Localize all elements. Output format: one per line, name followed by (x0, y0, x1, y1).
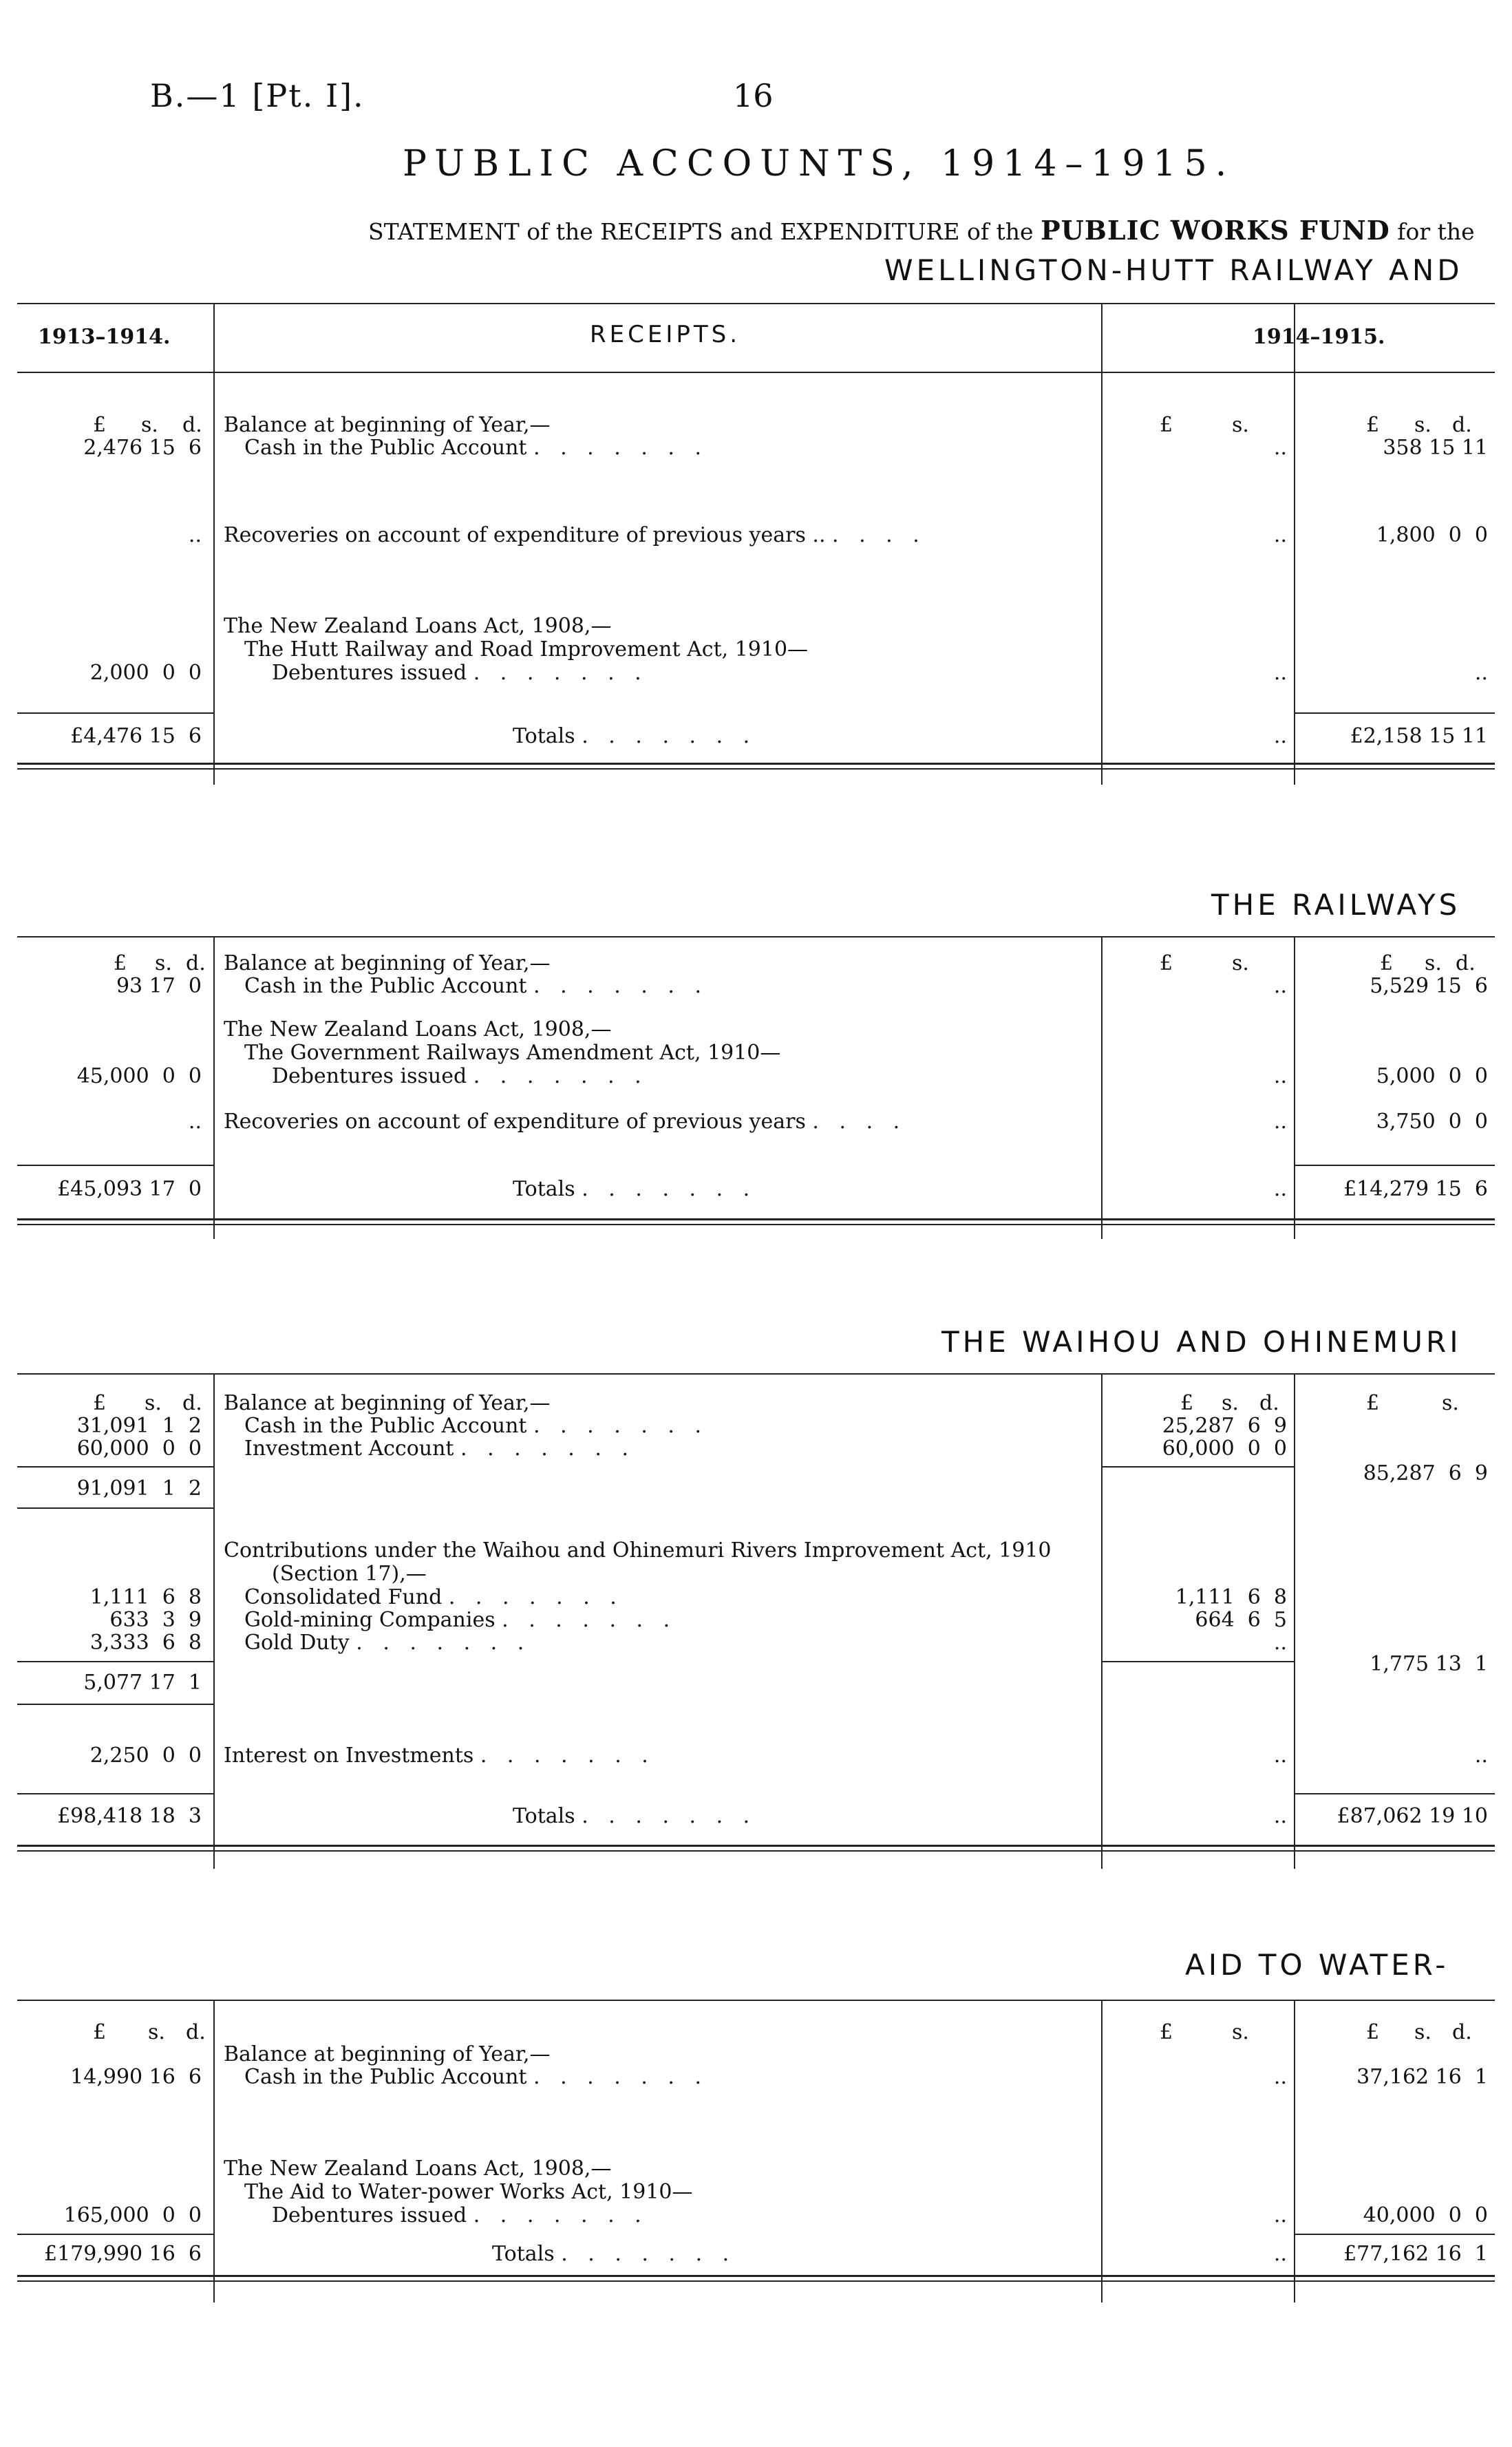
cur-subtotal: 1,775 13 1 (1370, 1652, 1488, 1676)
pence-sign: d. (1452, 2020, 1472, 2044)
table-row (17, 523, 1495, 548)
prev-amount: 45,000 0 0 (76, 1064, 202, 1088)
page-number: 16 (733, 77, 774, 114)
desc-line: Cash in the Public Account . . . . . . . (244, 2065, 709, 2089)
desc-line: Balance at beginning of Year,— (224, 413, 551, 437)
table-row (17, 1414, 1495, 1439)
prev-amount: 633 3 9 (109, 1608, 202, 1632)
prev-amount: .. (188, 1110, 202, 1134)
prev-total: £179,990 16 6 (43, 2242, 202, 2266)
desc-line: The New Zealand Loans Act, 1908,— (224, 614, 612, 638)
prev-subtotal: 5,077 17 1 (83, 1671, 202, 1695)
prev-amount: 1,111 6 8 (89, 1585, 202, 1609)
pence-sign: d. (1456, 951, 1476, 975)
cur-amount: 5,000 0 0 (1376, 1064, 1488, 1088)
table-row (17, 1437, 1495, 1461)
desc-line: Consolidated Fund . . . . . . . (244, 1585, 624, 1609)
totals-row (17, 2242, 1495, 2267)
pound-sign: £ (1180, 1391, 1194, 1415)
desc-line: Cash in the Public Account . . . . . . . (244, 436, 709, 460)
section-heading-water: AID TO WATER- (1185, 1948, 1449, 1982)
table-row (17, 1110, 1495, 1134)
pence-sign: d. (182, 413, 202, 437)
section-waihou-table (17, 1373, 1495, 1869)
desc-line: Balance at beginning of Year,— (224, 951, 551, 975)
section-heading-hutt: WELLINGTON-HUTT RAILWAY AND (884, 253, 1463, 287)
shilling-sign: s. (1414, 413, 1431, 437)
mid-amount: .. (1273, 523, 1287, 547)
mid-total: .. (1273, 2242, 1287, 2266)
desc-line: Recoveries on account of expenditure of previous years . . . . (224, 1110, 907, 1134)
mid-amount: 664 6 5 (1195, 1608, 1287, 1632)
prev-amount: 2,476 15 6 (83, 436, 202, 460)
cur-amount: 3,750 0 0 (1376, 1110, 1488, 1134)
desc-line: Cash in the Public Account . . . . . . . (244, 974, 709, 998)
pound-sign: £ (93, 1391, 107, 1415)
pound-sign: £ (1366, 1391, 1380, 1415)
cur-amount: 5,529 15 6 (1370, 974, 1488, 998)
desc-line: Interest on Investments . . . . . . . (224, 1744, 655, 1768)
pence-sign: d. (186, 951, 206, 975)
totals-label: Totals . . . . . . . (513, 1177, 757, 1201)
desc-line: The Hutt Railway and Road Improvement Act, 1910— (244, 637, 809, 661)
table-row (17, 661, 1495, 686)
desc-line: Balance at beginning of Year,— (224, 2042, 551, 2066)
section-heading-waihou: THE WAIHOU AND OHINEMURI (941, 1325, 1462, 1359)
page-reference: B.—1 [Pt. I]. (150, 77, 365, 114)
desc-line: The Government Railways Amendment Act, 1910— (244, 1041, 781, 1065)
pence-sign: d. (182, 1391, 202, 1415)
mid-amount: .. (1273, 1064, 1287, 1088)
mid-amount: 1,111 6 8 (1175, 1585, 1287, 1609)
mid-amount: .. (1273, 1110, 1287, 1134)
table-row (17, 436, 1495, 460)
statement-pre: STATEMENT of the RECEIPTS and EXPENDITURE of the (368, 218, 1034, 245)
prev-amount: .. (188, 523, 202, 547)
cur-amount: 37,162 16 1 (1356, 2065, 1488, 2089)
pence-sign: d. (1259, 1391, 1279, 1415)
header-prev-year: 1913–1914. (38, 325, 171, 349)
cur-amount: 1,800 0 0 (1376, 523, 1488, 547)
table-row (17, 1652, 1495, 1677)
mid-amount: .. (1273, 436, 1287, 460)
currency-row (17, 2020, 1495, 2045)
totals-label: Totals . . . . . . . (513, 1804, 757, 1828)
table-row (17, 1064, 1495, 1089)
desc-line: Balance at beginning of Year,— (224, 1391, 551, 1415)
shilling-sign: s. (1425, 951, 1442, 975)
table-row (17, 2065, 1495, 2090)
shilling-sign: s. (148, 2020, 165, 2044)
totals-row (17, 724, 1495, 749)
statement-post: for the (1397, 218, 1475, 245)
pound-sign: £ (1160, 2020, 1173, 2044)
desc-line: The New Zealand Loans Act, 1908,— (224, 1017, 612, 1041)
mid-amount: 25,287 6 9 (1162, 1414, 1287, 1438)
prev-amount: 2,250 0 0 (89, 1744, 202, 1768)
prev-total: £4,476 15 6 (70, 724, 202, 748)
mid-amount: .. (1273, 1744, 1287, 1768)
prev-total: £45,093 17 0 (57, 1177, 202, 1201)
pound-sign: £ (114, 951, 127, 975)
pound-sign: £ (1380, 951, 1394, 975)
mid-amount: .. (1273, 974, 1287, 998)
cur-amount: 40,000 0 0 (1363, 2203, 1488, 2227)
shilling-sign: s. (1232, 413, 1249, 437)
pound-sign: £ (1366, 413, 1380, 437)
desc-line: Contributions under the Waihou and Ohinemuri Rivers Improvement Act, 1910 (224, 1538, 1052, 1563)
statement-fund: PUBLIC WORKS FUND (1041, 215, 1390, 246)
shilling-sign: s. (145, 1391, 162, 1415)
shilling-sign: s. (141, 413, 158, 437)
prev-amount: 2,000 0 0 (89, 661, 202, 685)
pound-sign: £ (1366, 2020, 1380, 2044)
table-row (17, 974, 1495, 999)
totals-label: Totals . . . . . . . (492, 2242, 736, 2266)
mid-total: .. (1273, 724, 1287, 748)
totals-label: Totals . . . . . . . (513, 724, 757, 748)
cur-subtotal: 85,287 6 9 (1363, 1461, 1488, 1485)
totals-row (17, 1177, 1495, 1202)
table-row (17, 1461, 1495, 1486)
shilling-sign: s. (155, 951, 172, 975)
desc-line: The New Zealand Loans Act, 1908,— (224, 2157, 612, 2181)
desc-line: Debentures issued . . . . . . . (272, 1064, 648, 1088)
cur-total: £87,062 19 10 (1337, 1804, 1488, 1828)
desc-line: Investment Account . . . . . . . (244, 1437, 635, 1461)
prev-amount: 14,990 16 6 (70, 2065, 202, 2089)
mid-total: .. (1273, 1804, 1287, 1828)
pence-sign: d. (186, 2020, 206, 2044)
pound-sign: £ (1160, 951, 1173, 975)
totals-row (17, 1804, 1495, 1829)
mid-amount: 60,000 0 0 (1162, 1437, 1287, 1461)
shilling-sign: s. (1232, 951, 1249, 975)
shilling-sign: s. (1232, 2020, 1249, 2044)
header-receipts: RECEIPTS. (590, 321, 741, 348)
cur-total: £77,162 16 1 (1343, 2242, 1488, 2266)
pound-sign: £ (1160, 413, 1173, 437)
mid-amount: .. (1273, 2203, 1287, 2227)
statement-heading (368, 215, 1475, 246)
mid-amount: .. (1273, 2065, 1287, 2089)
table-row (17, 1744, 1495, 1768)
mid-amount: .. (1273, 1631, 1287, 1655)
prev-subtotal: 91,091 1 2 (76, 1476, 202, 1501)
desc-line: Recoveries on account of expenditure of previous years .. . . . . (224, 523, 926, 547)
cur-amount: .. (1474, 1744, 1488, 1768)
shilling-sign: s. (1414, 2020, 1431, 2044)
pound-sign: £ (93, 413, 107, 437)
prev-amount: 93 17 0 (116, 974, 202, 998)
prev-total: £98,418 18 3 (57, 1804, 202, 1828)
section-hutt-table (17, 303, 1495, 785)
mid-amount: .. (1273, 661, 1287, 685)
section-heading-railways: THE RAILWAYS (1211, 888, 1461, 922)
section-water-table (17, 2000, 1495, 2302)
prev-amount: 31,091 1 2 (76, 1414, 202, 1438)
cur-total: £14,279 15 6 (1343, 1177, 1488, 1201)
cur-amount: .. (1474, 661, 1488, 685)
prev-amount: 165,000 0 0 (63, 2203, 202, 2227)
desc-line: The Aid to Water-power Works Act, 1910— (244, 2180, 693, 2204)
prev-amount: 60,000 0 0 (76, 1437, 202, 1461)
desc-line: Debentures issued . . . . . . . (272, 2203, 648, 2227)
page-title: PUBLIC ACCOUNTS, 1914–1915. (403, 143, 1235, 184)
pound-sign: £ (93, 2020, 107, 2044)
pence-sign: s. (1442, 1391, 1459, 1415)
prev-amount: 3,333 6 8 (89, 1631, 202, 1655)
table-row (17, 1608, 1495, 1633)
desc-line: Debentures issued . . . . . . . (272, 661, 648, 685)
mid-total: .. (1273, 1177, 1287, 1201)
table-row (17, 2203, 1495, 2228)
header-cur-year: 1914–1915. (1253, 325, 1385, 349)
desc-line: (Section 17),— (272, 1562, 427, 1586)
pence-sign: d. (1452, 413, 1472, 437)
cur-total: £2,158 15 11 (1350, 724, 1488, 748)
shilling-sign: s. (1222, 1391, 1239, 1415)
table-row (17, 1585, 1495, 1610)
cur-amount: 358 15 11 (1383, 436, 1488, 460)
desc-line: Gold-mining Companies . . . . . . . (244, 1608, 677, 1632)
desc-line: Cash in the Public Account . . . . . . . (244, 1414, 709, 1438)
section-railways-table (17, 936, 1495, 1239)
desc-line: Gold Duty . . . . . . . (244, 1631, 531, 1655)
